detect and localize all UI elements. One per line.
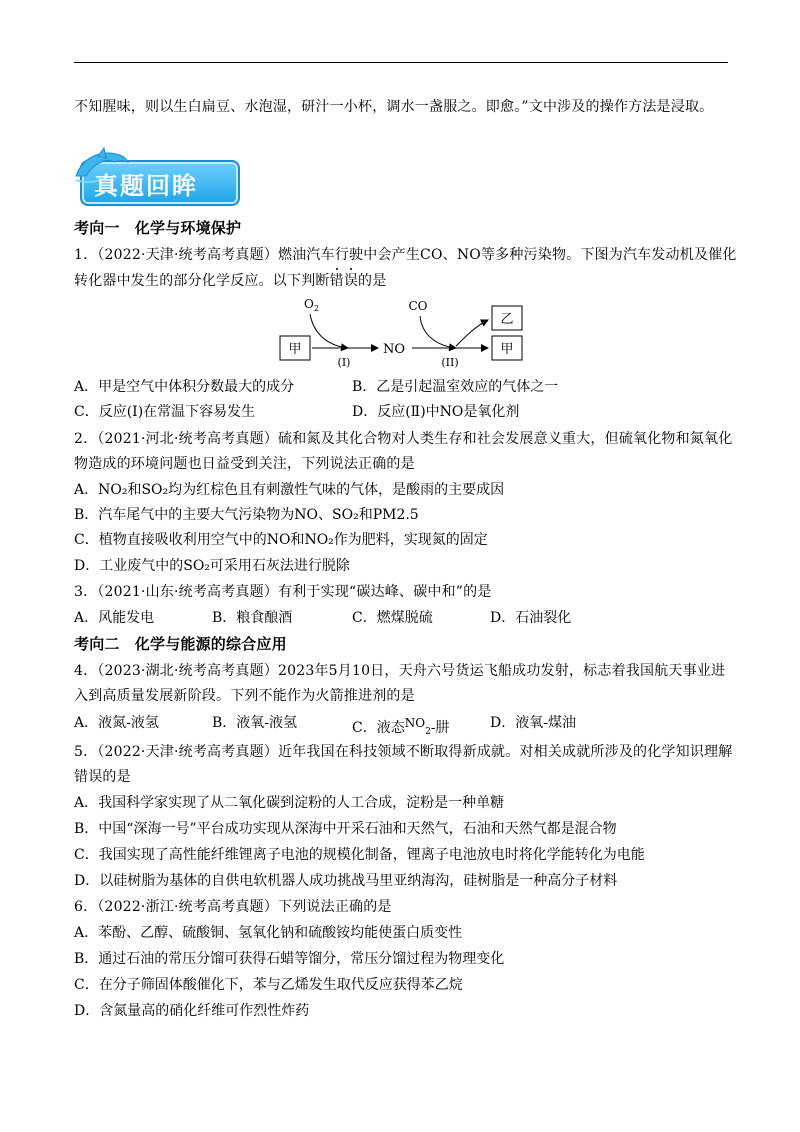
- banner-label: 真题回眸: [94, 172, 198, 200]
- intro-text: 不知腥味，则以生白扁豆、水泡湿，研汁一小杯，调水一盏服之。即愈。”文中涉及的操作方法是浸取。: [74, 99, 714, 115]
- q6-option-a[interactable]: A．苯酚、乙醇、硫酸铜、氢氧化钠和硫酸铵均能使蛋白质变性: [74, 925, 463, 941]
- q1-stem-pre: 转化器中发生的部分化学反应。以下判断: [74, 273, 330, 289]
- q4-stem-line2: 入到高质量发展新阶段。下列不能作为火箭推进剂的是: [74, 688, 415, 704]
- q6-option-c[interactable]: C．在分子筛固体酸催化下，苯与乙烯发生取代反应获得苯乙烷: [74, 977, 463, 993]
- label-r1: (I): [337, 356, 351, 368]
- q5-option-d[interactable]: D．以硅树脂为基体的自供电软机器人成功挑战马里亚纳海沟，硅树脂是一种高分子材料: [74, 873, 618, 889]
- q2-option-a[interactable]: A．NO₂和SO₂均为红棕色且有刺激性气味的气体，是酸雨的主要成因: [74, 482, 505, 498]
- label-o2: $O_2$: [304, 297, 319, 313]
- q1-option-a[interactable]: A．甲是空气中体积分数最大的成分: [74, 379, 295, 395]
- emphasis-char: 误: [344, 271, 358, 291]
- header-rule: [74, 62, 728, 63]
- q3-option-a[interactable]: A．风能发电: [74, 610, 155, 626]
- q1-option-b[interactable]: B．乙是引起温室效应的气体之一: [352, 379, 559, 395]
- label-jia-right: 甲: [500, 342, 514, 357]
- q2-option-b[interactable]: B．汽车尾气中的主要大气污染物为NO、SO₂和PM2.5: [74, 507, 419, 523]
- q1-stem-line2: [74, 271, 386, 291]
- q2-stem-line1: 2．（2021·河北·统考高考真题）硫和氮及其化合物对人类生存和社会发展意义重大，但硫氧化物和氮氧化: [74, 431, 733, 447]
- reaction-diagram: [270, 296, 530, 368]
- q2-option-c[interactable]: C．植物直接吸收利用空气中的NO和NO₂作为肥料，实现氮的固定: [74, 532, 488, 548]
- q1-stem-post: 的是: [358, 273, 387, 289]
- label-r2: (II): [441, 356, 459, 368]
- label-yi: 乙: [500, 312, 514, 327]
- q4-option-a[interactable]: A．液氮-液氢: [74, 715, 159, 731]
- q5-stem-line2: 错误的是: [74, 769, 131, 785]
- label-no: NO: [382, 342, 406, 357]
- label-jia-left: 甲: [288, 342, 302, 357]
- q2-option-d[interactable]: D．工业废气中的SO₂可采用石灰法进行脱除: [74, 558, 350, 574]
- section2-title: 考向二 化学与能源的综合应用: [74, 635, 287, 653]
- q4-option-c[interactable]: C．液态$NO_2-$肼: [352, 716, 450, 737]
- q5-option-b[interactable]: B．中国“深海一号”平台成功实现从深海中开采石油和天然气，石油和天然气都是混合物: [74, 821, 617, 837]
- q6-option-d[interactable]: D．含氮量高的硝化纤维可作烈性炸药: [74, 1003, 310, 1019]
- label-co: CO: [408, 299, 428, 313]
- q3-stem: 3．（2021·山东·统考高考真题）有利于实现“碳达峰、碳中和”的是: [74, 584, 492, 600]
- q4-option-b[interactable]: B．液氧-液氢: [212, 715, 298, 731]
- q2-stem-line2: 物造成的环境问题也日益受到关注，下列说法正确的是: [74, 456, 415, 472]
- q4-stem-line1: 4．（2023·湖北·统考高考真题）2023年5月10日，天舟六号货运飞船成功发射，标志着我国航天事业进: [74, 663, 726, 679]
- q3-option-c[interactable]: C．燃煤脱硫: [352, 610, 433, 626]
- q5-option-a[interactable]: A．我国科学家实现了从二氧化碳到淀粉的人工合成，淀粉是一种单糖: [74, 795, 505, 811]
- q1-stem-line1: 1．（2022·天津·统考高考真题）燃油汽车行驶中会产生CO、NO等多种污染物。下图为汽车发动机及催化: [74, 247, 737, 263]
- q3-option-b[interactable]: B．粮食酿酒: [212, 610, 293, 626]
- arrow-to-yi: [456, 320, 488, 346]
- q5-stem-line1: 5．（2022·天津·统考高考真题）近年我国在科技领域不断取得新成就。对相关成就所涉及的化学知识理解: [74, 744, 733, 760]
- q5-option-c[interactable]: C．我国实现了高性能纤维锂离子电池的规模化制备，锂离子电池放电时将化学能转化为电能: [74, 847, 645, 863]
- q1-option-d[interactable]: D．反应(Ⅱ)中NO是氧化剂: [352, 404, 520, 420]
- q6-stem: 6．（2022·浙江·统考高考真题）下列说法正确的是: [74, 899, 392, 915]
- arrow-o2: [310, 314, 348, 348]
- q1-option-c[interactable]: C．反应(Ⅰ)在常温下容易发生: [74, 404, 256, 420]
- section-banner: [72, 146, 240, 206]
- q6-option-b[interactable]: B．通过石油的常压分馏可获得石蜡等馏分，常压分馏过程为物理变化: [74, 951, 505, 967]
- emphasis-char: 错: [330, 271, 344, 291]
- q3-option-d[interactable]: D．石油裂化: [490, 610, 572, 626]
- arrow-co: [420, 316, 456, 348]
- section1-title: 考向一 化学与环境保护: [74, 219, 242, 237]
- q4-option-d[interactable]: D．液氧-煤油: [490, 715, 576, 731]
